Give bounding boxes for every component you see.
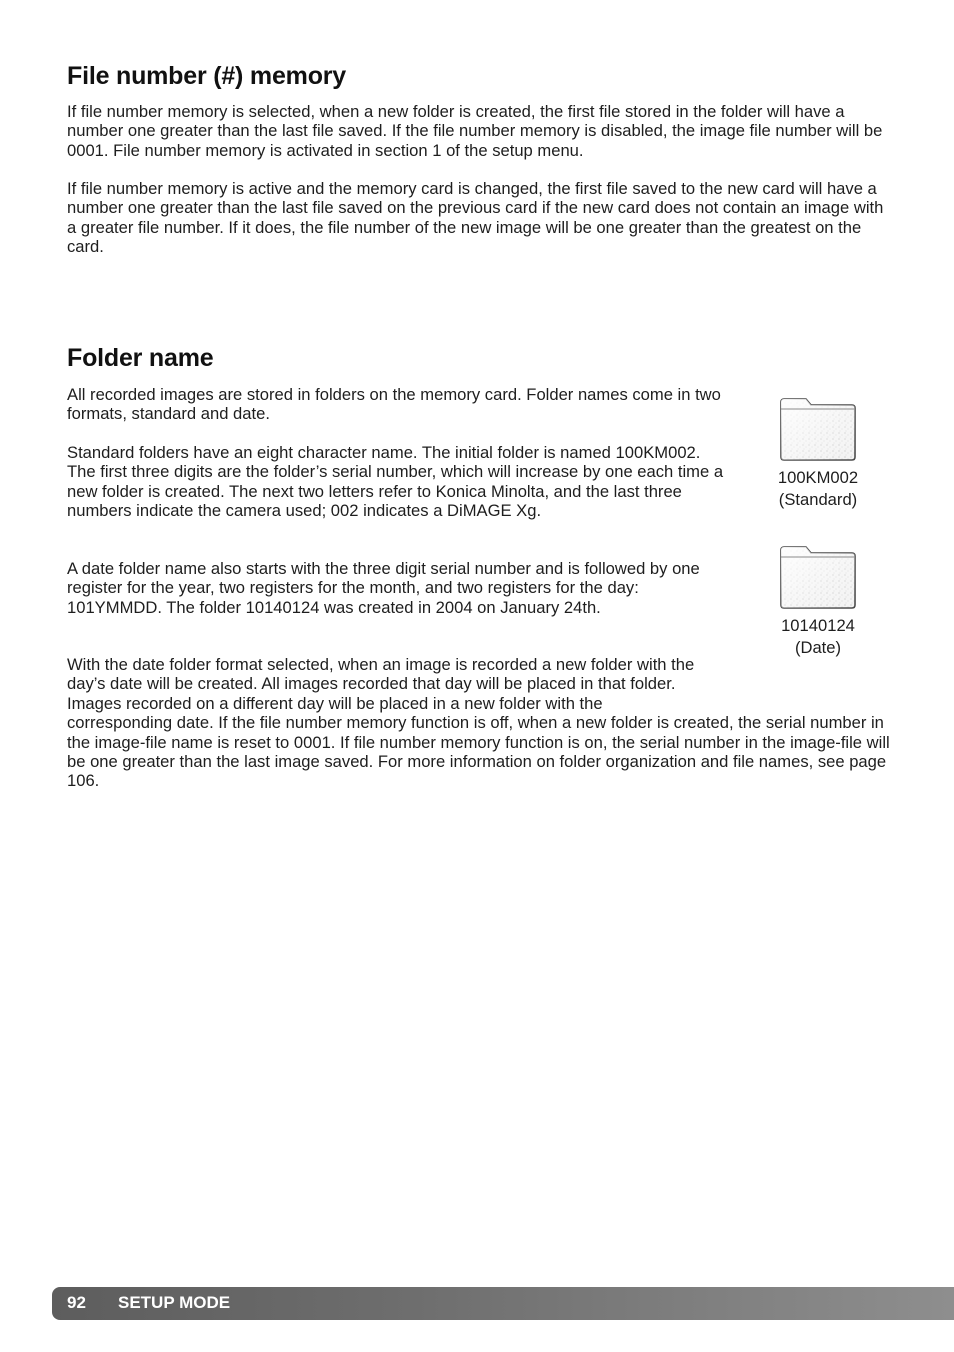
figure-standard-folder <box>762 396 874 511</box>
figure-caption-name: 10140124 <box>781 616 855 635</box>
paragraph-wrap <box>67 655 892 791</box>
figure-date-folder <box>762 544 874 659</box>
paragraph: If file number memory is active and the memory card is changed, the first file saved to the new card will have a number one greater than the last file saved on the previous card if the new card does not contain an image with a greater file number. If it does, the file number of the new image will be one greater than the greatest on the card. <box>67 179 884 257</box>
footer-bar <box>52 1287 954 1320</box>
figure-caption-type: (Standard) <box>778 490 858 509</box>
figure-caption-name: 100KM002 <box>777 468 859 487</box>
paragraph: All recorded images are stored in folders on the memory card. Folder names come in two formats, standard and date. <box>67 385 721 424</box>
section-title-folder-name: Folder name <box>67 344 214 372</box>
paragraph: A date folder name also starts with the three digit serial number and is followed by one register for the year, two registers for the month, and two registers for the day: 101YMMDD. The folder 10140124 was created in 2004 on January 24th. <box>67 559 700 617</box>
page-number: 92 <box>67 1293 86 1312</box>
folder-icon <box>778 396 858 462</box>
figure-spacer <box>712 655 892 697</box>
section-title-file-number-memory: File number (#) memory <box>67 62 346 90</box>
paragraph: With the date folder format selected, when an image is recorded a new folder with the day’s date will be created. All images recorded that day will be placed in that folder. Images recorded on a different day will be placed in a new folder with the corresponding date. If the file number memory function is off, when a new folder is created, the serial number in the image-file name is reset to 0001. If file number memory function is on, the serial number in the image-file will be one greater than the last image saved. For more information on folder organization and file names, see page 106. <box>67 655 890 791</box>
paragraph: Standard folders have an eight character name. The initial folder is named 100KM002. The first three digits are the folder’s serial number, which will increase by one each time a new folder is created. The next two letters refer to Konica Minolta, and the last three numbers indicate the camera used; 002 indicates a DiMAGE Xg. <box>67 443 724 521</box>
figure-caption-type: (Date) <box>794 638 842 657</box>
section-label: SETUP MODE <box>118 1293 231 1312</box>
folder-icon <box>778 544 858 610</box>
paragraph: If file number memory is selected, when a new folder is created, the first file stored in the folder will have a number one greater than the last file saved. If the file number memory is disabled, the image file number will be 0001. File number memory is activated in section 1 of the setup menu. <box>67 102 883 160</box>
